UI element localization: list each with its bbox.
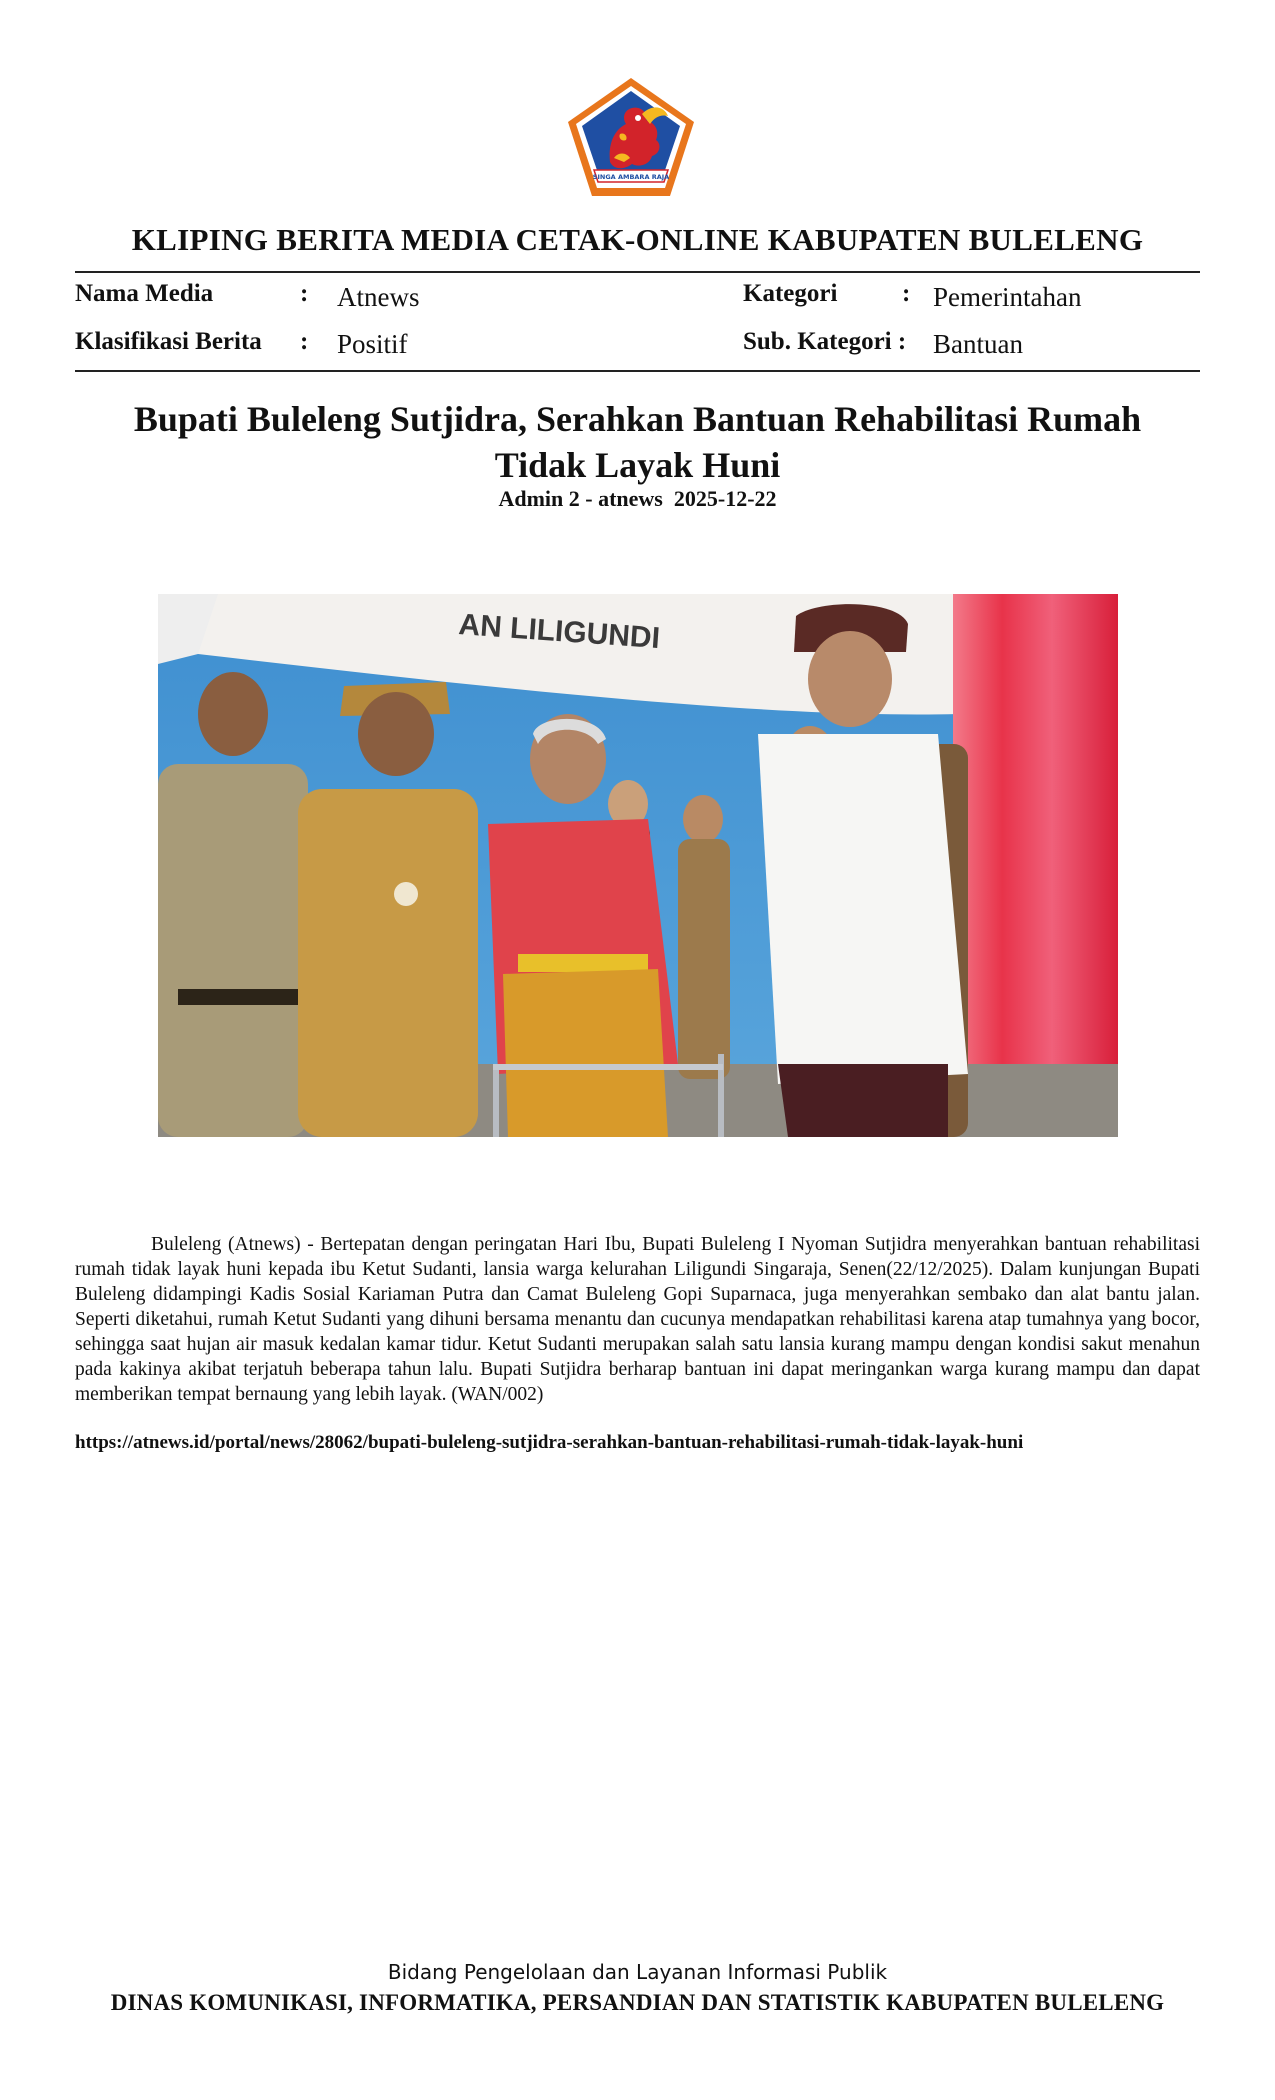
- clipping-title: KLIPING BERITA MEDIA CETAK-ONLINE KABUPATEN BULELENG: [131, 222, 1144, 257]
- media-name-value: Atnews: [337, 282, 420, 312]
- article-byline: Admin 2 - atnews 2025-12-22: [498, 486, 777, 511]
- buleleng-emblem-logo: [564, 74, 698, 200]
- media-name-label: Nama Media: [75, 280, 214, 307]
- news-classification-value: Positif: [337, 329, 408, 359]
- category-colon: :: [902, 280, 911, 307]
- banner-text: AN LILIGUNDI: [457, 608, 661, 656]
- article-photo: [158, 594, 1118, 1137]
- headline-line-1: Bupati Buleleng Sutjidra, Serahkan Bantuan Rehabilitasi Rumah: [133, 399, 1142, 439]
- headline-line-2: Tidak Layak Huni: [494, 445, 781, 485]
- divider-top: [75, 271, 1200, 273]
- subcategory-label: Sub. Kategori :: [743, 328, 907, 355]
- article-body: Buleleng (Atnews) - Bertepatan dengan peringatan Hari Ibu, Bupati Buleleng I Nyoman Sutjidra menyerahkan bantuan rehabilitasi rumah tidak layak huni kepada ibu Ketut Sudanti, lansia warga kelurahan Liligundi Singaraja, Senen(22/12/2025). Dalam kunjungan Bupati Buleleng didampingi Kadis Sosial Kariaman Putra dan Camat Buleleng Gopi Suparnaca, juga menyerahkan sembako dan alat bantu jalan. Seperti diketahui, rumah Ketut Sudanti yang dihuni bersama menantu dan cucunya mendapatkan rehabilitasi karena atap tumahnya yang bocor, sehingga saat hujan air masuk kedalan kamar tidur. Ketut Sudanti merupakan salah satu lansia kurang mampu dengan kondisi sakut menahun pada kakinya akibat terjatuh beberapa tahun lalu. Bupati Sutjidra berharap bantuan ini dapat meringankan warga kurang mampu dan dapat memberikan tempat bernaung yang lebih layak. (WAN/002): [75, 1234, 1200, 1405]
- media-name-colon: :: [300, 280, 309, 307]
- divider-bottom: [75, 370, 1200, 372]
- article-source-link[interactable]: https://atnews.id/portal/news/28062/bupati-buleleng-sutjidra-serahkan-bantuan-rehabilitasi-rumah-tidak-layak-huni: [75, 1432, 1024, 1453]
- category-label: Kategori: [743, 280, 838, 307]
- article-headline: [100, 396, 1175, 488]
- footer-department: Bidang Pengelolaan dan Layanan Informasi Publik: [387, 1960, 888, 1984]
- category-value: Pemerintahan: [933, 282, 1082, 312]
- footer-agency: DINAS KOMUNIKASI, INFORMATIKA, PERSANDIAN DAN STATISTIK KABUPATEN BULELENG: [110, 1990, 1165, 2015]
- news-classification-colon: :: [300, 328, 309, 355]
- news-classification-label: Klasifikasi Berita: [75, 328, 262, 355]
- subcategory-value: Bantuan: [933, 329, 1023, 359]
- logo-motto: SINGA AMBARA RAJA: [592, 173, 670, 181]
